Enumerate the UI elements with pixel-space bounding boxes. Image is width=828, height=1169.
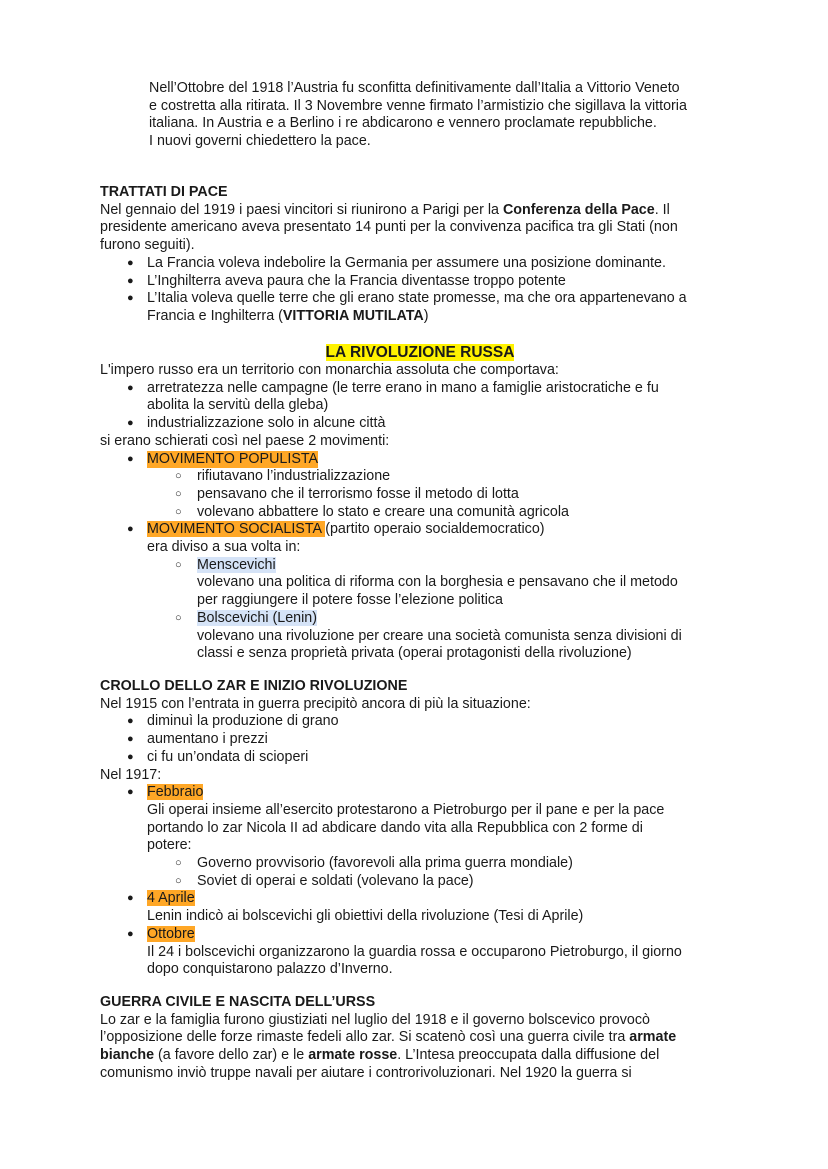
section-heading: GUERRA CIVILE E NASCITA DELL’URSS [100,994,376,1010]
list-item: ● L’Italia voleva quelle terre che gli erano state promesse, ma che ora appartenevano a Francia e Inghilterra (VITTORIA MUTILATA) [127,290,687,324]
list-item: ● diminuì la produzione di grano [127,713,339,730]
list-item: ● MOVIMENTO SOCIALISTA (partito operaio socialdemocratico) [127,521,545,538]
bullet-icon: ● [127,733,134,746]
highlighted-term: Menscevichi [197,556,276,573]
sub-list-item: ○ Governo provvisorio (favorevoli alla prima guerra mondiale) [175,855,573,872]
sub-bullet-icon: ○ [175,611,182,624]
paragraph-line: comunismo inviò truppe navali per aiutare i controrivoluzionari. Nel 1920 la guerra si [100,1064,632,1081]
bullet-icon: ● [127,927,134,940]
highlighted-term: Febbraio [147,784,204,801]
paragraph-line: L'impero russo era un territorio con monarchia assoluta che comportava: [100,362,559,378]
sub-bullet-icon: ○ [175,505,182,518]
list-item: ● L’Inghilterra aveva paura che la Francia diventasse troppo potente [127,272,566,289]
sub-list-item: ○ Menscevichi volevano una politica di riforma con la borghesia e pensavano che il metodo per raggiungere il potere fosse l’elezione politica [175,556,678,609]
list-item: ● aumentano i prezzi [127,731,268,748]
paragraph-line: furono seguiti). [100,237,195,254]
bullet-icon: ● [127,750,134,763]
bullet-icon: ● [127,256,134,269]
bullet-icon: ● [127,274,134,287]
sub-bullet-icon: ○ [175,874,182,887]
bold-term: bianche [100,1047,155,1064]
sub-bullet-icon: ○ [175,558,182,571]
bullet-icon: ● [127,715,134,728]
list-item: ● 4 Aprile Lenin indicò ai bolscevichi gli obiettivi della rivoluzione (Tesi di Aprile) [127,890,584,925]
highlighted-term: Ottobre [147,925,195,942]
bullet-icon: ● [127,292,134,305]
bullet-icon: ● [127,452,134,465]
paragraph-line: era diviso a sua volta in: [147,539,301,556]
highlighted-term: MOVIMENTO SOCIALISTA [147,521,326,538]
list-item: ● La Francia voleva indebolire la Germania per assumere una posizione dominante. [127,254,666,271]
sub-list-item: ○ Soviet di operai e soldati (volevano la pace) [175,872,474,889]
bold-term: armate [629,1029,677,1046]
bullet-icon: ● [127,892,134,905]
highlighted-term: 4 Aprile [147,890,195,907]
section-title [100,343,740,362]
bullet-icon: ● [127,381,134,394]
sub-list-item: ○ Bolscevichi (Lenin) volevano una rivoluzione per creare una società comunista senza divisioni di classi e senza proprietà privata (operai protagonisti della rivoluzione) [175,609,682,662]
list-item: ● industrializzazione solo in alcune città [127,415,386,432]
highlighted-term: Bolscevichi (Lenin) [197,609,317,626]
paragraph-line: presidente americano aveva presentato 14 punti per la convivenza pacifica tra gli Stati (non [100,219,678,236]
sub-list-item: ○ pensavano che il terrorismo fosse il metodo di lotta [175,485,519,502]
paragraph-line: Nel gennaio del 1919 i paesi vincitori si riunirono a Parigi per la Conferenza della Pace. Il [100,201,670,218]
paragraph-line: Nel 1917: [100,766,162,783]
sub-bullet-icon: ○ [175,470,182,483]
section-heading: TRATTATI DI PACE [100,184,228,200]
paragraph-line: bianche (a favore dello zar) e le armate rosse. L’Intesa preoccupata dalla diffusione del [100,1047,660,1064]
list-item: ● Febbraio Gli operai insieme all’esercito protestarono a Pietroburgo per il pane e per la pace portando lo zar Nicola II ad abdicare dando vita alla Repubblica con 2 forme di potere: [127,784,665,854]
intro-line: e costretta alla ritirata. Il 3 Novembre venne firmato l’armistizio che sigillava la vittoria [149,97,687,114]
sub-bullet-icon: ○ [175,487,182,500]
paragraph-line: si erano schierati così nel paese 2 movimenti: [100,432,390,449]
list-item: ● arretratezza nelle campagne (le terre erano in mano a famiglie aristocratiche e fu abolita la servitù della gleba) [127,379,659,414]
section-rivoluzione [100,343,740,663]
paragraph-line: Nel 1915 con l’entrata in guerra precipitò ancora di più la situazione: [100,695,531,712]
paragraph-line: l’opposizione delle forze rimaste fedeli allo zar. Si scatenò così una guerra civile tra armate [100,1029,677,1046]
highlighted-term: MOVIMENTO POPULISTA [147,450,319,467]
list-item [127,451,740,469]
paragraph-line: Lo zar e la famiglia furono giustiziati nel luglio del 1918 e il governo bolscevico provocò [100,1011,650,1028]
list-item: ● Ottobre Il 24 i bolscevichi organizzarono la guardia rossa e occuparono Pietroburgo, il giorno dopo conquistarono palazzo d’Inverno. [127,925,682,978]
bold-term: Conferenza della Pace [502,201,655,218]
section-heading: CROLLO DELLO ZAR E INIZIO RIVOLUZIONE [100,678,408,694]
intro-paragraph [149,80,739,151]
section-guerra [100,994,740,1083]
section-trattati [100,184,740,326]
intro-line: Nell’Ottobre del 1918 l’Austria fu sconfitta definitivamente dall’Italia a Vittorio Veneto [149,80,680,96]
bullet-icon: ● [127,523,134,536]
sub-list-item: ○ volevano abbattere lo stato e creare una comunità agricola [175,503,569,520]
intro-line: I nuovi governi chiedettero la pace. [149,133,371,150]
bullet-icon: ● [127,417,134,430]
bullet-icon: ● [127,786,134,799]
bold-term: VITTORIA MUTILATA [282,307,424,324]
list-item: ● ci fu un’ondata di scioperi [127,748,309,765]
bold-term: armate rosse [308,1047,398,1064]
sub-list-item: ○ rifiutavano l’industrializzazione [175,468,391,485]
highlighted-title: LA RIVOLUZIONE RUSSA [325,344,515,361]
section-crollo [100,678,740,979]
intro-line: italiana. In Austria e a Berlino i re abdicarono e vennero proclamate repubbliche. [149,115,657,132]
sub-bullet-icon: ○ [175,857,182,870]
